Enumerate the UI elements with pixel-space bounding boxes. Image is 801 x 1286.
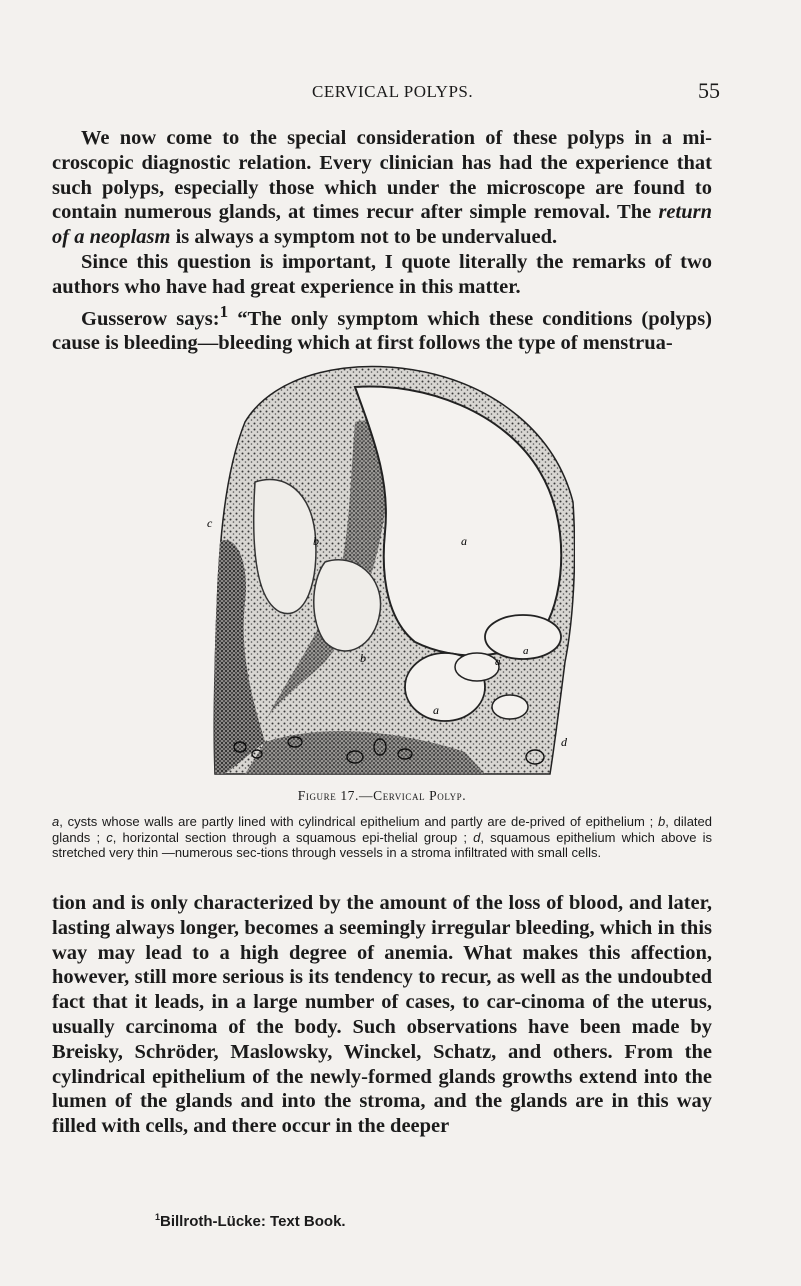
emphasis: return of a neoplasm xyxy=(52,201,712,249)
page-number: 55 xyxy=(698,78,720,103)
running-title: CERVICAL POLYPS. xyxy=(312,82,474,101)
running-head xyxy=(50,80,720,104)
body-text-bottom xyxy=(52,891,712,1139)
figure-illustration xyxy=(205,362,575,780)
paragraph: We now come to the special consideration of these polyps in a mi-croscopic diagnostic relation. Every clinician has had the experience that such polyps, especially those which under the microscope are found to contain numerous glands, at times recur after simple removal. The return of a neoplasm is always a symptom not to be undervalued. xyxy=(52,127,712,249)
figure-label-b: b xyxy=(360,651,366,665)
figure-label-c: c xyxy=(207,516,213,530)
footnote-mark: 1 xyxy=(155,1212,161,1222)
figure-label-b: b xyxy=(313,534,319,548)
figure-label-a: a xyxy=(495,656,501,668)
footnote-ref: 1 xyxy=(219,301,229,321)
paragraph: tion and is only characterized by the amount of the loss of blood, and later, lasting always longer, becomes a seemingly irregular bleeding, which in this way may lead to a high degree of anemia. What makes this affection, however, still more serious is its tendency to recur, as well as the undoubted fact that it leads, in a large number of cases, to car-cinoma of the uterus, usually carcinoma of the body. Such observations have been made by Breisky, Schröder, Maslowsky, Winckel, Schatz, and others. From the cylindrical epithelium of the newly-formed glands growths extend into the lumen of the glands and into the stroma, and the glands are in this way filled with cells, and there occur in the deeper xyxy=(52,892,712,1138)
figure-label-a: a xyxy=(461,534,467,548)
figure-label-d: d xyxy=(561,735,567,749)
paragraph: Since this question is important, I quote literally the remarks of two authors who have had great experience in this matter. xyxy=(52,250,712,298)
figure-label-a: a xyxy=(523,645,529,657)
footnote-text: Billroth-Lücke: Text Book. xyxy=(160,1213,346,1230)
cervical-polyp-illustration xyxy=(205,362,575,780)
figure-label-a: a xyxy=(433,703,439,717)
figure-title: Figure 17.—Cervical Polyp. xyxy=(297,788,467,803)
footnote xyxy=(155,1212,346,1230)
figure-legend: a, cysts whose walls are partly lined with cylindrical epithelium and partly are de-prived of epithelium ; b, dilated glands ; c, horizontal section through a squamous epi-thelial group ; d, squamous epithelium which above is stretched very thin —numerous sec-tions through vessels in a stroma infiltrated with small cells. xyxy=(52,814,712,860)
body-text-top xyxy=(52,126,712,356)
paragraph: Gusserow says:$^1$ “The only symptom which these conditions (polyps) cause is bleeding—bleeding which at first follows the type of menstrua- xyxy=(52,301,713,355)
